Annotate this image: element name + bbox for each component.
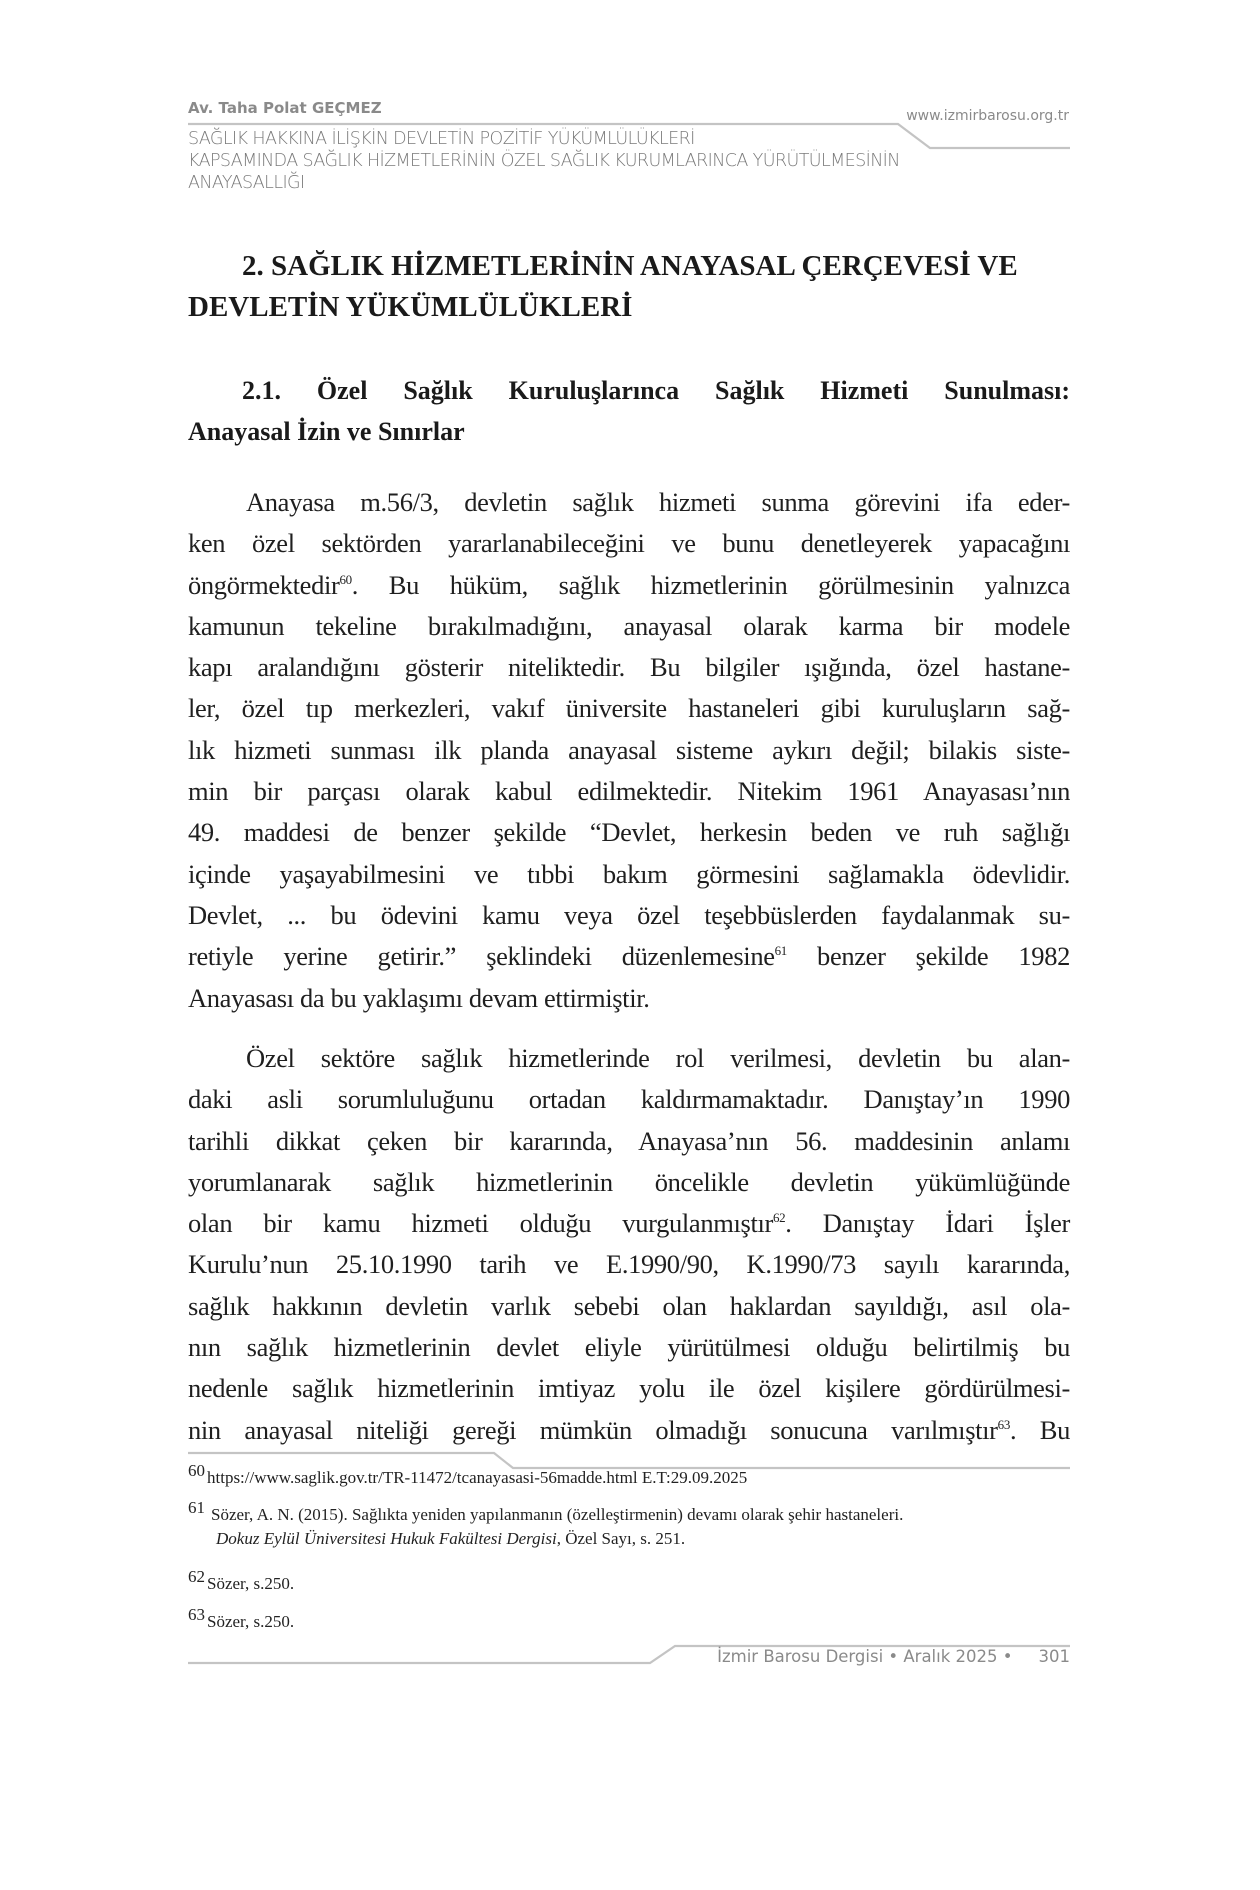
footnote-text: Sözer, s.250. xyxy=(207,1574,295,1593)
text-line: ken özel sektörden yararlanabileceğini ve bunu denetleyerek yapacağını xyxy=(188,528,1070,559)
header-article-title xyxy=(188,128,1048,194)
header-title-line: ANAYASALLIĞI xyxy=(188,173,305,193)
page-number: 301 xyxy=(1038,1647,1070,1666)
footnote-ref-60[interactable]: 60 xyxy=(339,571,352,587)
header-title-line: SAĞLIK HAKKINA İLİŞKİN DEVLETİN POZİTİF YÜKÜMLÜLÜKLERİ xyxy=(188,129,695,149)
text-line: Devlet, ... bu ödevini kamu veya özel teşebbüslerden faydalanmak su- xyxy=(188,899,1070,930)
text-line: ler, özel tıp merkezleri, vakıf üniversite hastaneleri gibi kuruluşların sağ- xyxy=(188,693,1070,724)
footnote-number: 61 xyxy=(188,1498,205,1517)
body-paragraph-1 xyxy=(188,482,1070,1019)
text-line: içinde yaşayabilmesini ve tıbbi bakım görmesini sağlamakla ödevlidir. xyxy=(188,858,1070,889)
text-line: retiyle yerine getirir.” şeklindeki düzenlemesine$^{61}$ benzer şekilde 1982 xyxy=(188,941,1070,972)
text-line: Özel sektöre sağlık hizmetlerinde rol verilmesi, devletin bu alan- xyxy=(246,1043,1070,1073)
footnote-journal-title: Dokuz Eylül Üniversitesi Hukuk Fakültesi Dergisi xyxy=(216,1529,557,1548)
text-line: nin anayasal niteliği gereği mümkün olmadığı sonucuna varılmıştır$^{63}$. Bu xyxy=(188,1414,1071,1445)
text-line: yorumlanarak sağlık hizmetlerinin öncelikle devletin yükümlüğünde xyxy=(188,1166,1070,1197)
subsection-heading-line2: Anayasal İzin ve Sınırlar xyxy=(188,417,465,446)
text-line: nın sağlık hizmetlerinin devlet eliyle yürütülmesi olduğu belirtilmiş bu xyxy=(188,1332,1070,1363)
text-line: Kurulu’nun 25.10.1990 tarih ve E.1990/90, K.1990/73 sayılı kararında, xyxy=(188,1249,1070,1280)
footnote-number: 62 xyxy=(188,1567,205,1586)
subsection-heading xyxy=(188,370,1070,452)
text-line: 49. maddesi de benzer şekilde “Devlet, herkesin beden ve ruh sağlığı xyxy=(188,817,1070,848)
header-author: Av. Taha Polat GEÇMEZ xyxy=(188,99,382,117)
footnote-61 xyxy=(188,1498,1070,1551)
footnote-url-link[interactable]: https://www.saglik.gov.tr/TR-11472/tcanayasasi-56madde.html E.T:29.09.2025 xyxy=(207,1468,748,1487)
text-line: min bir parçası olarak kabul edilmektedir. Nitekim 1961 Anayasası’nın xyxy=(188,776,1070,807)
section-heading xyxy=(188,246,1070,328)
footnote-text: Sözer, s.250. xyxy=(207,1612,295,1631)
body-paragraph-2 xyxy=(188,1038,1070,1451)
text-line: daki asli sorumluluğunu ortadan kaldırmamaktadır. Danıştay’ın 1990 xyxy=(188,1084,1070,1115)
footnote-continuation xyxy=(188,1527,1070,1551)
text-line: Anayasası da bu yaklaşımı devam ettirmiştir. xyxy=(188,982,650,1013)
text-line: lık hizmeti sunması ilk planda anayasal sisteme aykırı değil; bilakis siste- xyxy=(188,734,1070,765)
text-line: kamunun tekeline bırakılmadığını, anayasal olarak karma bir modele xyxy=(188,610,1070,641)
footnote-number: 63 xyxy=(188,1605,205,1624)
footnote-ref-61[interactable]: 61 xyxy=(774,943,787,959)
header-website-link[interactable]: www.izmirbarosu.org.tr xyxy=(906,108,1069,124)
text-line: kapı aralandığını gösterir niteliktedir. Bu bilgiler ışığında, özel hastane- xyxy=(188,652,1070,683)
footnote-text: Sözer, A. N. (2015). Sağlıkta yeniden yapılanmanın (özelleştirmenin) devamı olarak şehir hastaneleri. xyxy=(211,1505,904,1524)
footnote-ref-63[interactable]: 63 xyxy=(997,1416,1010,1432)
section-heading-line1: 2. SAĞLIK HİZMETLERİNİN ANAYASAL ÇERÇEVESİ VE xyxy=(242,250,1018,282)
text-line: olan bir kamu hizmeti olduğu vurgulanmıştır$^{62}$. Danıştay İdari İşler xyxy=(188,1208,1070,1239)
header-title-line: KAPSAMINDA SAĞLIK HİZMETLERİNİN ÖZEL SAĞLIK KURUMLARINCA YÜRÜTÜLMESİNİN xyxy=(188,151,900,171)
section-heading-line2: DEVLETİN YÜKÜMLÜLÜKLERİ xyxy=(188,291,633,323)
subsection-heading-line1: 2.1. Özel Sağlık Kuruluşlarınca Sağlık Hizmeti Sunulması: xyxy=(242,376,1070,405)
footnote-63 xyxy=(188,1605,1070,1634)
text-line: sağlık hakkının devletin varlık sebebi olan haklardan sayıldığı, asıl ola- xyxy=(188,1290,1070,1321)
text-line: öngörmektedir$^{60}$. Bu hüküm, sağlık hizmetlerinin görülmesinin yalnızca xyxy=(188,569,1070,600)
text-line: tarihli dikkat çeken bir kararında, Anayasa’nın 56. maddesinin anlamı xyxy=(188,1125,1070,1156)
footnote-number: 60 xyxy=(188,1461,205,1480)
footnote-60 xyxy=(188,1461,1070,1490)
page-footer xyxy=(660,1647,1070,1666)
footnote-text: , Özel Sayı, s. 251. xyxy=(556,1529,686,1548)
text-line: Anayasa m.56/3, devletin sağlık hizmeti sunma görevini ifa eder- xyxy=(246,487,1070,517)
text-line: nedenle sağlık hizmetlerinin imtiyaz yolu ile özel kişilere gördürülmesi- xyxy=(188,1373,1070,1404)
footnote-62 xyxy=(188,1567,1070,1596)
footnote-ref-62[interactable]: 62 xyxy=(772,1210,786,1226)
footer-journal-info: İzmir Barosu Dergisi • Aralık 2025 • xyxy=(717,1647,1013,1666)
